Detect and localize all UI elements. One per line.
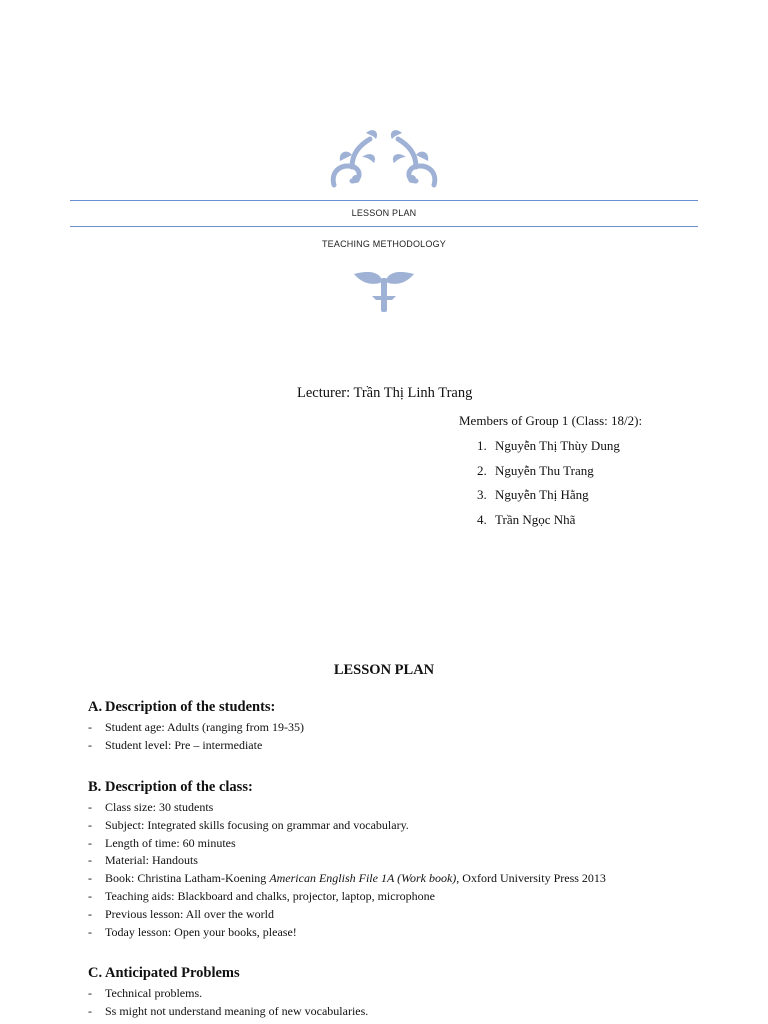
list-text <box>105 871 606 886</box>
list-item: - Previous lesson: All over the world <box>88 906 274 921</box>
list-item: - Book: Christina Latham-Koening American English File 1A (Work book), Oxford University Press 2013 <box>88 871 606 886</box>
list-item: - Subject: Integrated skills focusing on grammar and vocabulary. <box>88 817 409 832</box>
list-item: - Material: Handouts <box>88 853 198 868</box>
list-text: Teaching aids: Blackboard and chalks, projector, laptop, microphone <box>105 888 435 903</box>
bullet-list <box>88 720 304 756</box>
section-class <box>88 779 606 942</box>
section-heading <box>88 779 606 798</box>
cover-label: LESSON PLAN <box>351 208 417 218</box>
section-letter: B. <box>88 779 102 795</box>
list-number: 3. <box>477 487 487 502</box>
section-heading <box>88 699 304 718</box>
list-text: Length of time: 60 minutes <box>105 835 236 850</box>
section-students <box>88 699 304 756</box>
list-number: 2. <box>477 462 487 478</box>
list-text: Subject: Integrated skills focusing on grammar and vocabulary. <box>105 817 409 832</box>
section-problems <box>88 965 368 1022</box>
section-title: Description of the students: <box>105 699 276 715</box>
cover-subtitle: TEACHING METHODOLOGY <box>321 239 446 249</box>
book-author: Book: Christina Latham-Koening <box>105 871 270 886</box>
page-title: LESSON PLAN <box>333 662 435 678</box>
list-item: - Student level: Pre – intermediate <box>88 737 263 752</box>
list-item <box>477 512 620 537</box>
bullet-list <box>88 800 606 942</box>
list-text: Student age: Adults (ranging from 19-35) <box>105 720 304 734</box>
list-text: Material: Handouts <box>105 853 198 868</box>
list-item: - Ss might not understand meaning of new vocabularies. <box>88 1003 369 1018</box>
section-title: Description of the class: <box>105 779 253 795</box>
list-item: - Today lesson: Open your books, please! <box>88 924 297 939</box>
list-text: Technical problems. <box>105 986 203 1000</box>
section-letter: A. <box>88 699 103 715</box>
member-name: Nguyễn Thị Hằng <box>495 487 589 502</box>
book-title: American English File 1A (Work book) <box>269 871 457 886</box>
list-item: - Teaching aids: Blackboard and chalks, projector, laptop, microphone <box>88 888 435 903</box>
lecturer-name: Lecturer: Trần Thị Linh Trang <box>297 385 473 401</box>
member-name: Trần Ngọc Nhã <box>495 511 576 527</box>
list-item: - Technical problems. <box>88 986 203 1000</box>
list-item: - Student age: Adults (ranging from 19-35) <box>88 720 304 734</box>
list-item <box>477 463 620 488</box>
list-text: Class size: 30 students <box>105 800 214 814</box>
book-publisher: , Oxford University Press 2013 <box>456 871 606 886</box>
section-title: Anticipated Problems <box>105 965 240 981</box>
list-text: Today lesson: Open your books, please! <box>105 924 297 939</box>
list-item <box>477 487 620 512</box>
section-heading <box>88 965 368 984</box>
list-number: 4. <box>477 511 487 527</box>
list-text: Student level: Pre – intermediate <box>105 737 263 752</box>
members-heading: Members of Group 1 (Class: 18/2): <box>459 413 643 428</box>
divider-line <box>70 226 698 227</box>
member-name: Nguyễn Thu Trang <box>495 462 594 478</box>
section-letter: C. <box>88 965 103 981</box>
list-item: - Length of time: 60 minutes <box>88 835 236 850</box>
fleur-ornament-icon <box>352 270 416 314</box>
divider-line <box>70 200 698 201</box>
list-text: Ss might not understand meaning of new vocabularies. <box>105 1003 369 1018</box>
member-name: Nguyễn Thị Thùy Dung <box>495 438 620 453</box>
list-item <box>477 438 620 463</box>
list-item: - Class size: 30 students <box>88 800 214 814</box>
list-text: Previous lesson: All over the world <box>105 906 274 921</box>
bullet-list <box>88 986 368 1022</box>
floral-flourish-icon <box>326 127 442 193</box>
members-list <box>477 438 620 536</box>
list-number: 1. <box>477 438 487 453</box>
